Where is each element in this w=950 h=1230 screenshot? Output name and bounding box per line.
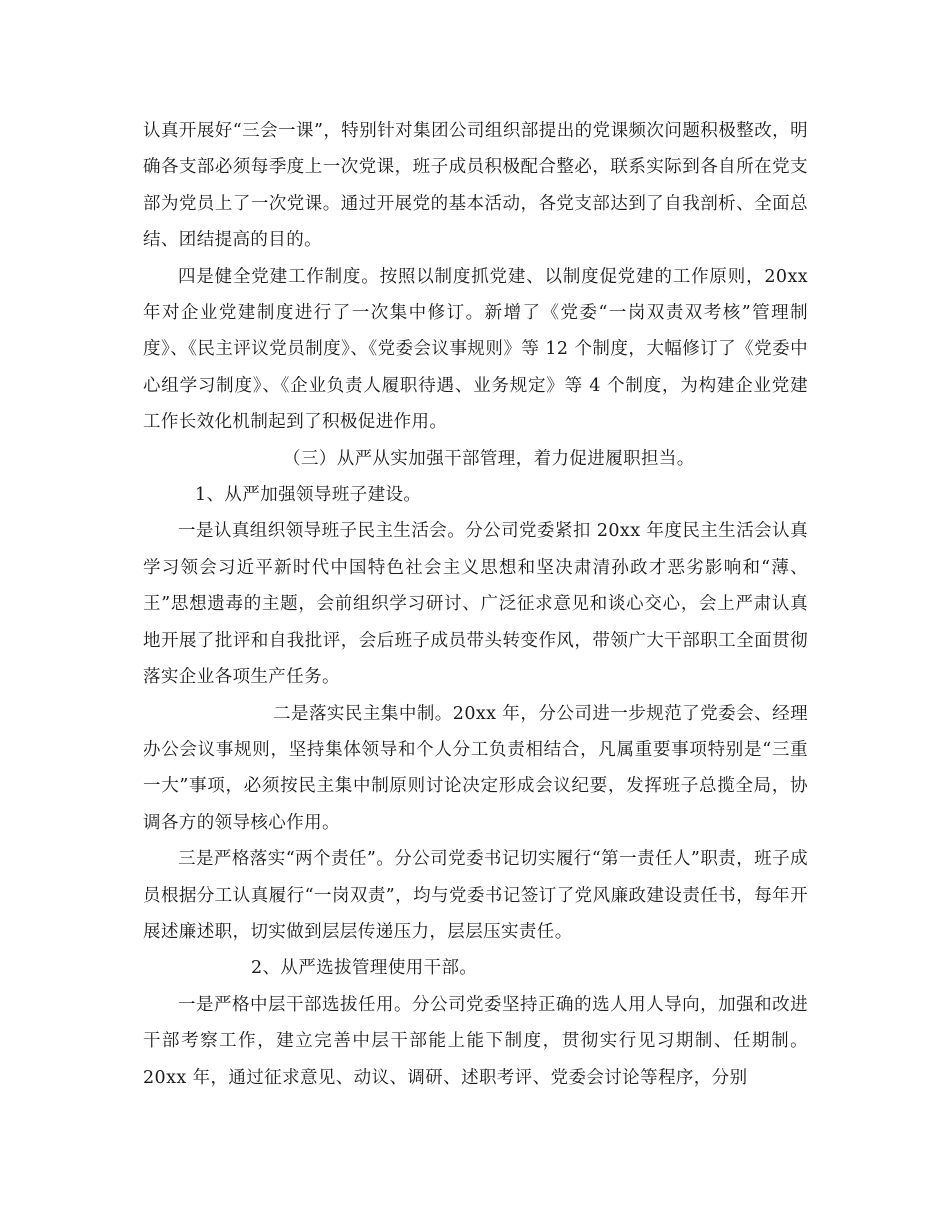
subheading-cadre-selection: 2、从严选拔管理使用干部。 xyxy=(251,958,478,979)
paragraph-democratic-life-meeting: 一是认真组织领导班子民主生活会。分公司党委紧扣 20xx 年度民主生活会认真学习领会习近平新时代中国特色社会主义思想和坚决肃清孙政才恶劣影响和“薄、王”思想遗毒的主题，会前组织学习研讨、广泛征求意见和谈心交心，会上严肃认真地开展了批评和自我批评，会后班子成员带头转变作风，带领广大干部职工全面贯彻落实企业各项生产任务。 xyxy=(143,521,808,688)
paragraph-democratic-centralism: 二是落实民主集中制。20xx 年，分公司进一步规范了党委会、经理办公会议事规则，坚持集体领导和个人分工负责相结合，凡属重要事项特别是“三重一大”事项，必须按民主集中制原则讨论决定形成会议纪要，发挥班子总揽全局，协调各方的领导核心作用。 xyxy=(143,703,808,833)
paragraph-party-system: 四是健全党建工作制度。按照以制度抓党建、以制度促党建的工作原则，20xx 年对企业党建制度进行了一次集中修订。新增了《党委“一岗双责双考核”管理制度》、《民主评议党员制度》、《党委会议事规则》等 12 个制度，大幅修订了《党委中心组学习制度》、《企业负责人履职待遇、业务规定》等 4 个制度，为构建企业党建工作长效化机制起到了积极促进作用。 xyxy=(143,266,808,433)
section-heading-cadre-management: （三）从严从实加强干部管理，着力促进履职担当。 xyxy=(283,448,695,469)
document-body xyxy=(143,113,808,1096)
paragraph-three-meetings: 认真开展好“三会一课”，特别针对集团公司组织部提出的党课频次问题积极整改，明确各支部必须每季度上一次党课，班子成员积极配合整必，联系实际到各自所在党支部为党员上了一次党课。通过开展党的基本活动，各党支部达到了自我剖析、全面总结、团结提高的目的。 xyxy=(143,121,808,251)
paragraph-middle-cadre-selection: 一是严格中层干部选拔任用。分公司党委坚持正确的选人用人导向，加强和改进干部考察工作，建立完善中层干部能上能下制度，贯彻实行见习期制、任期制。20xx 年，通过征求意见、动议、调研、述职考评、党委会讨论等程序，分别 xyxy=(143,994,808,1088)
subheading-leadership-team: 1、从严加强领导班子建设。 xyxy=(195,485,422,506)
paragraph-two-responsibilities: 三是严格落实“两个责任”。分公司党委书记切实履行“第一责任人”职责，班子成员根据分工认真履行“一岗双责”，均与党委书记签订了党风廉政建设责任书，每年开展述廉述职，切实做到层层传递压力，层层压实责任。 xyxy=(143,849,808,942)
